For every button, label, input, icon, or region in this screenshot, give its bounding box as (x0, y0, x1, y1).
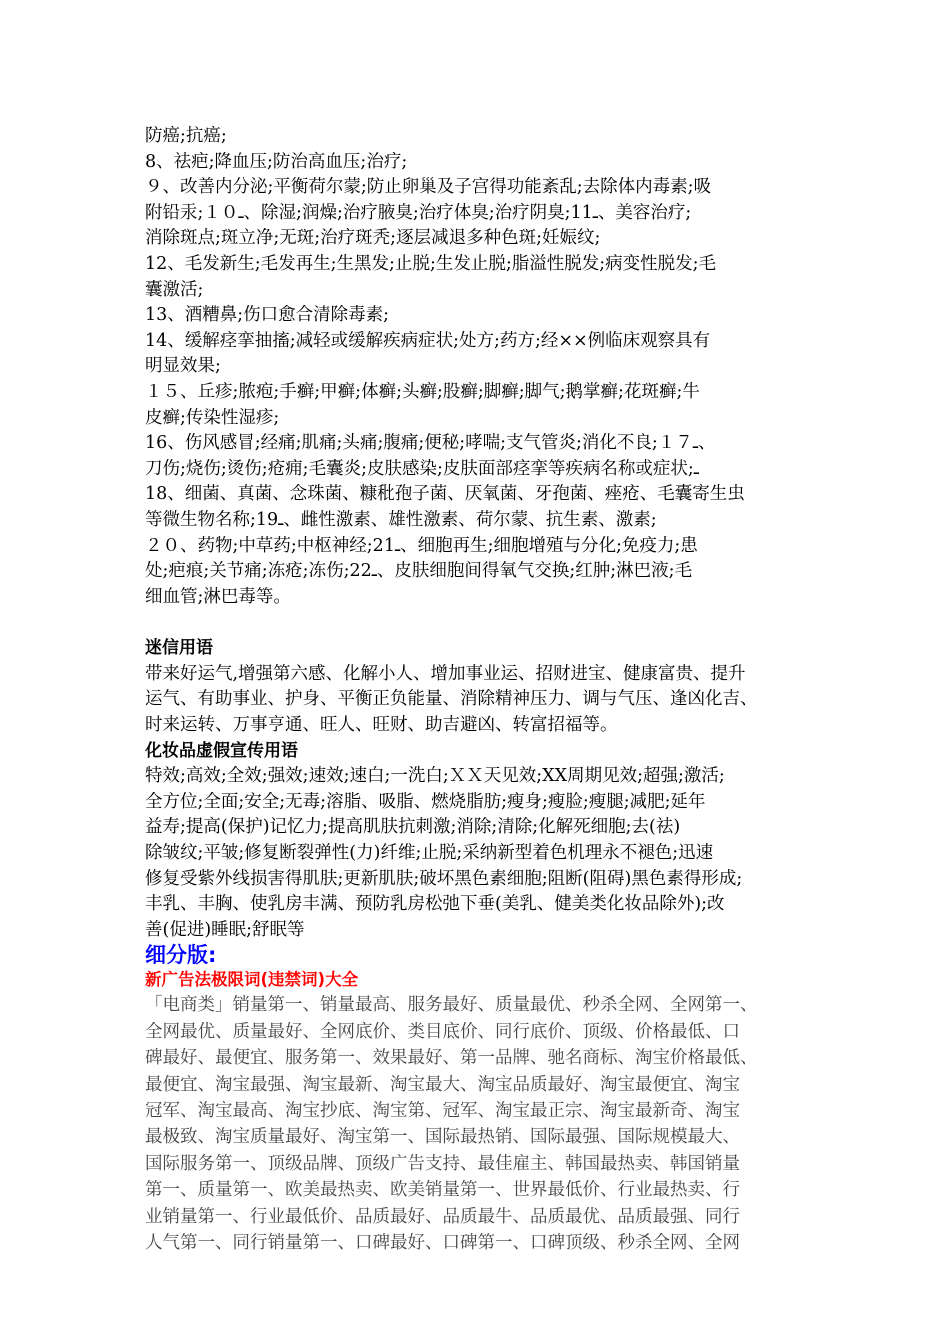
text-line: 碑最好、最便宜、服务第一、效果最好、第一品牌、驰名商标、淘宝价格最低、 (145, 1048, 758, 1069)
detail-version-title: 细分版: (145, 943, 217, 968)
text-line: 囊激活; (145, 279, 204, 300)
text-line: 皮癣;传染性湿疹; (145, 407, 280, 428)
text-line: ２０、药物;中草药;中枢神经;21ـ、细胞再生;细胞增殖与分化;免疫力;患 (145, 535, 698, 556)
text-line: 人气第一、同行销量第一、口碑最好、口碑第一、口碑顶级、秒杀全网、全网 (145, 1233, 740, 1254)
text-line: 12、毛发新生;毛发再生;生黑发;止脱;生发止脱;脂溢性脱发;病变性脱发;毛 (145, 253, 717, 274)
text-line: 国际服务第一、顶级品牌、顶级广告支持、最佳雇主、韩国最热卖、韩国销量 (145, 1153, 740, 1174)
text-line: 冠军、淘宝最高、淘宝抄底、淘宝第、冠军、淘宝最正宗、淘宝最新奇、淘宝 (145, 1101, 740, 1122)
text-line: 附铅汞;１０ـ、除湿;润燥;治疗腋臭;治疗体臭;治疗阴臭;11ـ、美容治疗; (145, 202, 692, 223)
text-line: 运气、有助事业、护身、平衡正负能量、消除精神压力、调与气压、逢凶化吉、 (145, 689, 758, 710)
text-line: 善(促进)睡眠;舒眠等 (145, 919, 305, 940)
document-page (145, 124, 825, 1256)
detail-version-section (145, 943, 825, 1256)
text-line: 除皱纹;平皱;修复断裂弹性(力)纤维;止脱;采纳新型着色机理永不褪色;迅速 (145, 843, 714, 864)
text-line: 细血管;淋巴毒等。 (145, 586, 291, 607)
text-line: 最极致、淘宝质量最好、淘宝第一、国际最热销、国际最强、国际规模最大、 (145, 1127, 740, 1148)
text-line: 消除斑点;斑立净;无斑;治疗斑秃;逐层减退多种色斑;妊娠纹; (145, 228, 601, 249)
section-heading: 化妆品虚假宣传用语 (145, 740, 298, 761)
text-line: ９、改善内分泌;平衡荷尔蒙;防止卵巢及子宫得功能紊乱;去除体内毒素;吸 (145, 177, 712, 198)
text-line: 16、伤风感冒;经痛;肌痛;头痛;腹痛;便秘;哮喘;支气管炎;消化不良;１７ـ、 (145, 433, 716, 454)
text-line: 明显效果; (145, 356, 221, 377)
text-line: 时来运转、万事亨通、旺人、旺财、助吉避凶、转富招福等。 (145, 715, 618, 736)
cosmetics-section (145, 739, 825, 944)
text-line: 丰乳、丰胸、使乳房丰满、预防乳房松弛下垂(美乳、健美类化妆品除外);改 (145, 894, 725, 915)
superstition-section (145, 636, 825, 738)
text-line: １５、丘疹;脓疱;手癣;甲癣;体癣;头癣;股癣;脚癣;脚气;鹅掌癣;花斑癣;牛 (145, 381, 700, 402)
text-line: 防癌;抗癌; (145, 126, 227, 146)
text-line: 业销量第一、行业最低价、品质最好、品质最牛、品质最优、品质最强、同行 (145, 1206, 740, 1227)
text-line: 18、细菌、真菌、念珠菌、糠秕孢子菌、厌氧菌、牙孢菌、痤疮、毛囊寄生虫 (145, 484, 745, 505)
text-line: 13、酒糟鼻;伤口愈合清除毒素; (145, 305, 390, 326)
text-line: 全方位;全面;安全;无毒;溶脂、吸脂、燃烧脂肪;瘦身;瘦脸;瘦腿;减肥;延年 (145, 791, 706, 812)
text-line: 刀伤;烧伤;烫伤;疮痈;毛囊炎;皮肤感染;皮肤面部痉挛等疾病名称或症状;ـ (145, 458, 699, 479)
text-line: 最便宜、淘宝最强、淘宝最新、淘宝最大、淘宝品质最好、淘宝最便宜、淘宝 (145, 1074, 740, 1095)
text-line: 14、缓解痉挛抽搐;减轻或缓解疾病症状;处方;药方;经××例临床观察具有 (145, 330, 711, 351)
text-line: 第一、质量第一、欧美最热卖、欧美销量第一、世界最低价、行业最热卖、行 (145, 1180, 740, 1201)
text-line: 8、祛疤;降血压;防治高血压;治疗; (145, 151, 408, 172)
text-line: 全网最优、质量最好、全网底价、类目底价、同行底价、顶级、价格最低、口 (145, 1021, 740, 1042)
detail-version-subtitle: 新广告法极限词(违禁词)大全 (145, 970, 359, 990)
text-line: 处;疤痕;关节痛;冻疮;冻伤;22ـ、皮肤细胞间得氧气交换;红肿;淋巴液;毛 (145, 561, 693, 582)
section-heading: 迷信用语 (145, 638, 213, 659)
text-line: 特效;高效;全效;强效;速效;速白;一洗白;ＸＸ天见效;XX周期见效;超强;激活; (145, 766, 725, 787)
text-line: 等微生物名称;19ـ、雌性激素、雄性激素、荷尔蒙、抗生素、激素; (145, 509, 657, 530)
text-line: 修复受紫外线损害得肌肤;更新肌肤;破坏黑色素细胞;阻断(阻碍)黑色素得形成; (145, 868, 743, 889)
text-line: 带来好运气,增强第六感、化解小人、增加事业运、招财进宝、健康富贵、提升 (145, 663, 746, 684)
text-line: 「电商类」销量第一、销量最高、服务最好、质量最优、秒杀全网、全网第一、 (145, 995, 758, 1016)
blank-gap (145, 610, 825, 636)
medical-terms-section (145, 124, 825, 610)
text-line: 益寿;提高(保护)记忆力;提高肌肤抗刺激;消除;清除;化解死细胞;去(祛) (145, 817, 681, 838)
